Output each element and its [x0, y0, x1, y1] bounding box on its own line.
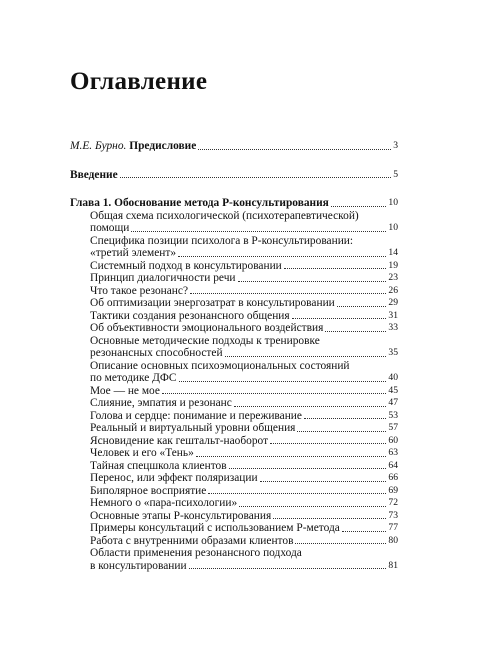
toc-entry-label: Ясновидение как гештальт-наоборот [90, 434, 269, 447]
page-number: 45 [388, 384, 398, 396]
toc-entry-row [70, 397, 398, 410]
chapter-1-entries [70, 210, 398, 573]
toc-entry-label: Немного о «пара-психологии» [90, 497, 238, 509]
page-number: 80 [388, 534, 398, 546]
dot-leader [229, 468, 387, 469]
toc-entry-row [70, 297, 398, 310]
toc-entry-label-line1: Общая схема психологической (психотерапевтической) [90, 209, 359, 222]
dot-leader [331, 206, 387, 207]
dot-leader [304, 418, 386, 419]
toc-entry [70, 510, 398, 523]
page-number: 5 [393, 168, 398, 180]
toc-entry [70, 360, 398, 385]
toc-entry [70, 447, 398, 460]
toc-entry-label-line1: Специфика позиции психолога в Р-консультировании: [90, 234, 354, 247]
toc-entry [70, 535, 398, 548]
dot-leader [342, 531, 387, 532]
dot-leader [325, 331, 386, 332]
toc-entry-label: Основные этапы Р-консультирования [90, 509, 272, 522]
toc-entry-label: Человек и его «Тень» [90, 447, 194, 459]
toc-entry-row [70, 422, 398, 435]
dot-leader [297, 431, 386, 432]
toc-entry-label-line1: Основные методические подходы к тренировке [90, 334, 320, 347]
toc-entry [70, 210, 398, 235]
toc-entry [70, 272, 398, 285]
dot-leader [190, 293, 386, 294]
page-number: 33 [388, 322, 398, 333]
toc-entry-label: «третий элемент» [90, 247, 177, 259]
toc-entry-row [70, 247, 398, 260]
toc-entry [70, 422, 398, 435]
dot-leader [295, 543, 386, 544]
toc-entry-label: Об оптимизации энергозатрат в консультировании [90, 297, 335, 309]
page-number: 47 [388, 397, 398, 408]
toc-entry-row [70, 435, 398, 448]
page-number: 57 [388, 422, 398, 433]
toc-entry [70, 522, 398, 535]
dot-leader [225, 356, 387, 357]
page-number: 66 [388, 472, 398, 483]
toc-entry-label: в консультировании [90, 559, 187, 572]
toc-entry-row [70, 385, 398, 398]
toc-entry-row [70, 497, 398, 510]
toc-entry [70, 285, 398, 298]
page-number: 19 [388, 259, 398, 271]
page-number: 63 [388, 447, 398, 458]
toc-entry-preface [70, 140, 398, 153]
toc-entry [70, 322, 398, 335]
toc-entry-row [70, 460, 398, 473]
page-number: 14 [388, 247, 398, 258]
toc-entry-label: Введение [70, 168, 118, 181]
toc-entry-row [70, 310, 398, 323]
toc-entry [70, 310, 398, 323]
dot-leader [260, 481, 387, 482]
preface-author: М.Е. Бурно. [70, 140, 127, 152]
toc-entry [70, 410, 398, 423]
toc-entry-label: Что такое резонанс? [90, 284, 189, 297]
toc-entry [70, 385, 398, 398]
page-number: 64 [388, 459, 398, 471]
toc-entry-row [70, 222, 398, 235]
toc-entry-label: Глава 1. Обоснование метода Р-консультирования [70, 197, 329, 209]
toc-entry-label: Работа с внутренними образами клиентов [90, 534, 294, 547]
toc-entry [70, 335, 398, 360]
toc-entry-intro [70, 169, 398, 182]
page-number: 31 [388, 309, 398, 321]
toc-entry-row [70, 472, 398, 485]
toc-entry-label: по методике ДФС [90, 372, 177, 384]
dot-leader [198, 149, 391, 150]
dot-leader [189, 568, 387, 569]
toc-entry-row [70, 260, 398, 273]
toc-entry [70, 235, 398, 260]
dot-leader [196, 456, 387, 457]
toc-entry-row [70, 272, 398, 285]
toc-entry-label: Слияние, эмпатия и резонанс [90, 397, 232, 409]
page-number: 23 [388, 272, 398, 283]
dot-leader [270, 443, 386, 444]
page-number: 3 [393, 140, 398, 151]
toc-entry-label: Примеры консультаций с использованием Р-метода [90, 522, 340, 534]
toc-entry-label: Системный подход в консультировании [90, 259, 282, 272]
toc-entry-label: Об объективности эмоционального воздействия [90, 322, 324, 334]
page-number: 77 [388, 522, 398, 533]
toc-entry-row [70, 485, 398, 498]
toc-entry-row [70, 522, 398, 535]
toc-entry-row [70, 347, 398, 360]
page-number: 69 [388, 484, 398, 496]
toc-entry-label: Принцип диалогичности речи [90, 272, 236, 284]
toc-entry [70, 485, 398, 498]
toc-entry-label: Мое — не мое [90, 384, 160, 397]
toc-entry-label: Голова и сердце: понимание и переживание [90, 409, 302, 422]
toc-entry [70, 460, 398, 473]
toc-entry [70, 472, 398, 485]
toc-entry-label-line1: Области применения резонансного подхода [90, 547, 302, 559]
dot-leader [273, 518, 386, 519]
dot-leader [292, 318, 387, 319]
page-number: 73 [388, 509, 398, 521]
toc-entry-label: Тактики создания резонансного общения [90, 309, 290, 322]
page-number: 29 [388, 297, 398, 308]
toc-entry-row [70, 535, 398, 548]
page-number: 10 [388, 197, 398, 208]
toc-entry [70, 547, 398, 572]
page-number: 60 [388, 434, 398, 446]
page-number: 53 [388, 409, 398, 421]
toc-entry [70, 397, 398, 410]
dot-leader [131, 231, 386, 232]
toc-entry [70, 497, 398, 510]
table-of-contents [70, 140, 398, 572]
dot-leader [337, 306, 387, 307]
toc-entry-label: Тайная спецшкола клиентов [90, 459, 227, 472]
dot-leader [208, 493, 386, 494]
toc-entry-label: Биполярное восприятие [90, 484, 207, 497]
toc-entry-row [70, 372, 398, 385]
preface-label: Предисловие [129, 140, 197, 152]
dot-leader [239, 506, 386, 507]
dot-leader [284, 268, 387, 269]
toc-entry-row [70, 285, 398, 298]
toc-entry-row [70, 447, 398, 460]
toc-entry-row [70, 322, 398, 335]
toc-entry-label: Реальный и виртуальный уровни общения [90, 422, 296, 434]
dot-leader [179, 381, 387, 382]
dot-leader [238, 281, 387, 282]
dot-leader [120, 177, 392, 178]
toc-entry-row [70, 560, 398, 573]
toc-entry-label: резонансных способностей [90, 347, 223, 359]
page-number: 35 [388, 347, 398, 358]
toc-entry [70, 435, 398, 448]
page-number: 72 [388, 497, 398, 508]
page-number: 81 [388, 559, 398, 571]
page-number: 10 [388, 222, 398, 233]
toc-entry [70, 297, 398, 310]
toc-entry-label: помощи [90, 222, 130, 234]
toc-entry [70, 260, 398, 273]
dot-leader [234, 406, 387, 407]
toc-entry-row [70, 510, 398, 523]
toc-entry-chapter-1 [70, 197, 398, 210]
toc-entry-label-line1: Описание основных психоэмоциональных состояний [90, 359, 350, 372]
toc-entry-row [70, 410, 398, 423]
page-number: 26 [388, 284, 398, 296]
toc-entry-label [70, 140, 196, 153]
dot-leader [178, 256, 386, 257]
toc-entry-label: Перенос, или эффект поляризации [90, 472, 258, 484]
page-number: 40 [388, 372, 398, 383]
dot-leader [162, 393, 386, 394]
page-title: Оглавление [70, 68, 208, 95]
